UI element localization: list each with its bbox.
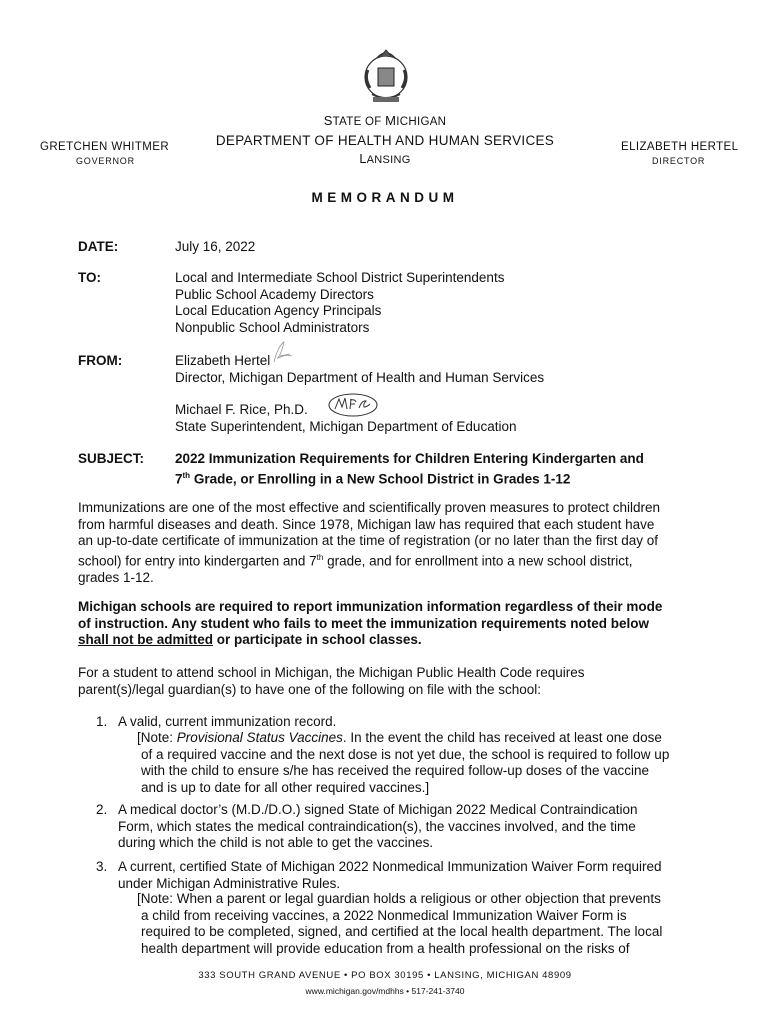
memo-heading: MEMORANDUM [311, 190, 459, 205]
recipient-line: Local Education Agency Principals [175, 303, 382, 318]
sender-name: Michael F. Rice, Ph.D. [175, 402, 308, 417]
to-recipients [175, 270, 504, 336]
director-title: DIRECTOR [652, 156, 706, 166]
recipient-line: Nonpublic School Administrators [175, 319, 370, 335]
sender-title: State Superintendent, Michigan Department of Education [175, 418, 517, 434]
from-label: FROM: [78, 353, 123, 368]
michigan-seal-icon [355, 44, 417, 106]
code-paragraph: For a student to attend school in Michigan, the Michigan Public Health Code requires parent(s)/legal guardian(s) to have one of the following on file with the school: [78, 665, 585, 697]
list-note: [Note: Provisional Status Vaccines. In the event the child has received at least one dose of a required vaccine and the next dose is not yet due, the school is required to follow up with the child to ensure s/he has received the required follow-up doses of the vaccine and is up to date for all other required vaccines.] [137, 730, 670, 795]
intro-paragraph: Immunizations are one of the most effective and scientifically proven measures to protect children from harmful diseases and death. Since 1978, Michigan law has required that each student have an up-to-date certificate of immunization at the time of registration (or no later than the first day of school) for entry into kindergarten and 7th grade, and for enrollment into a new school district, grades 1-12. [78, 500, 661, 585]
list-item: A medical doctor’s (M.D./D.O.) signed State of Michigan 2022 Medical Contraindication Form, which states the medical contraindication(s), the vaccines involved, and the time during which the child is not able to get the vaccines. [118, 802, 638, 850]
signature-hertel-icon [268, 338, 298, 368]
list-number: 1. [96, 714, 108, 729]
sender-name: Elizabeth Hertel [175, 353, 271, 368]
to-label: TO: [78, 270, 101, 285]
department-name: DEPARTMENT OF HEALTH AND HUMAN SERVICES [215, 133, 555, 148]
footer-contact: www.michigan.gov/mdhhs • 517-241-3740 [305, 986, 465, 996]
date-value: July 16, 2022 [175, 239, 256, 254]
recipient-line: Public School Academy Directors [175, 286, 374, 302]
list-item: A valid, current immunization record. [118, 714, 337, 729]
city-name: LANSING [359, 152, 411, 166]
list-number: 3. [96, 859, 108, 874]
state-name: STATE OF MICHIGAN [323, 113, 447, 128]
shall-not-be-admitted: shall not be admitted [78, 632, 214, 647]
date-label: DATE: [78, 239, 119, 254]
footer-address: 333 SOUTH GRAND AVENUE • PO BOX 30195 • LANSING, MICHIGAN 48909 [198, 970, 572, 981]
subject-text: 2022 Immunization Requirements for Children Entering Kindergarten and 7th Grade, or Enrolling in a New School District in Grades 1-12 [175, 451, 644, 486]
governor-title: GOVERNOR [76, 156, 135, 166]
requirement-paragraph: Michigan schools are required to report immunization information regardless of their mode of instruction. Any student who fails to meet the immunization requirements noted below shall not be admitted or participate in school classes. [78, 599, 663, 647]
list-number: 2. [96, 802, 108, 817]
recipient-line: Local and Intermediate School District Superintendents [175, 270, 505, 285]
list-item: A current, certified State of Michigan 2022 Nonmedical Immunization Waiver Form required under Michigan Administrative Rules. [118, 859, 662, 891]
subject-label: SUBJECT: [78, 451, 145, 466]
sender-1 [175, 353, 544, 386]
sender-title: Director, Michigan Department of Health and Human Services [175, 369, 545, 385]
governor-name: GRETCHEN WHITMER [40, 141, 170, 153]
signature-rice-icon [326, 391, 380, 419]
director-name: ELIZABETH HERTEL [621, 141, 739, 153]
list-note: [Note: When a parent or legal guardian holds a religious or other objection that prevents a child from receiving vaccines, a 2022 Nonmedical Immunization Waiver Form is required to be completed, signed, and certified at the local health department. The local health department will provide education from a health professional on the risks of [137, 891, 663, 956]
